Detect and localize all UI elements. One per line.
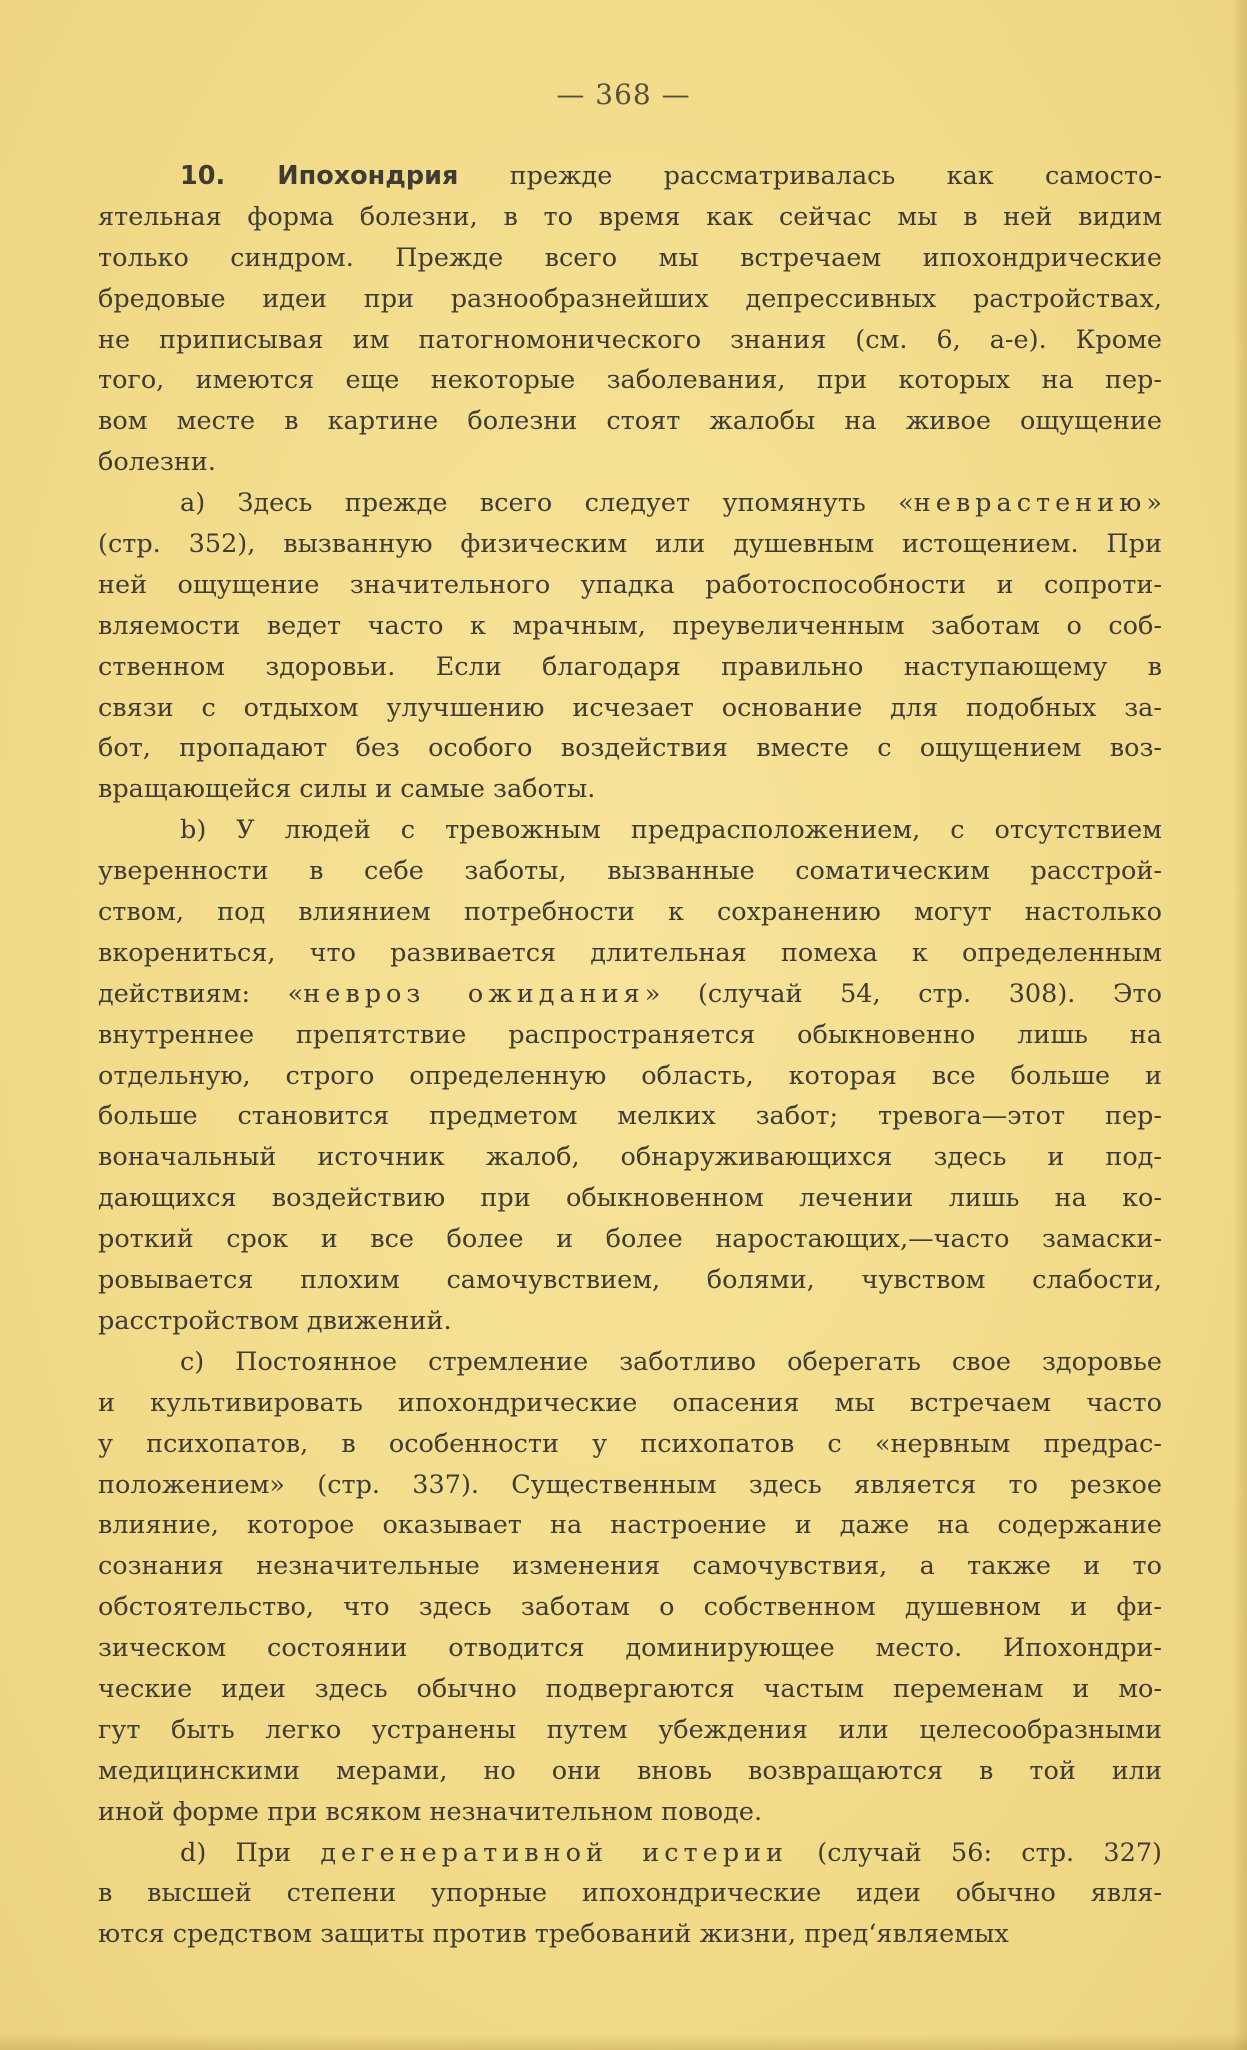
text-segment: того, имеются еще некоторые заболевания, при которых на пер-	[98, 365, 1162, 396]
text-segment: ством, под влиянием потребности к сохранению могут настолько	[98, 897, 1162, 928]
text-segment: дающихся воздействию при обыкновенном лечении лишь на ко-	[98, 1183, 1162, 1214]
text-line	[98, 1260, 1162, 1301]
text-line	[98, 238, 1162, 279]
text-line	[98, 1015, 1162, 1056]
text-segment: уверенности в себе заботы, вызванные соматическим расстрой-	[98, 856, 1162, 887]
text-line	[98, 360, 1162, 401]
text-segment: отдельную, строго определенную область, которая все больше и	[98, 1060, 1162, 1091]
paragraph	[98, 156, 1162, 483]
text-line	[98, 606, 1162, 647]
text-line	[98, 279, 1162, 320]
text-line	[98, 728, 1162, 769]
text-segment: расстройством движений.	[98, 1305, 452, 1336]
text-line	[98, 1792, 1162, 1833]
text-line	[98, 933, 1162, 974]
text-line	[98, 1873, 1162, 1914]
text-line	[98, 688, 1162, 729]
text-line	[98, 892, 1162, 933]
text-segment: зическом состоянии отводится доминирующее место. Ипохондри-	[98, 1633, 1162, 1664]
emphasized-term: дегенеративной истерии	[320, 1837, 789, 1868]
emphasized-term: невроз ожидания	[303, 978, 645, 1009]
text-line	[98, 1178, 1162, 1219]
text-segment: вращающейся силы и самые заботы.	[98, 774, 596, 805]
paragraph	[98, 1833, 1162, 1956]
text-line	[98, 320, 1162, 361]
text-line	[98, 1546, 1162, 1587]
text-segment: вляемости ведет часто к мрачным, преувеличенным заботам о соб-	[98, 610, 1162, 641]
text-segment: » (случай 54, стр. 308). Это	[644, 978, 1163, 1009]
page-number: — 368 —	[556, 78, 691, 111]
page-edge-shadow-bottom	[0, 2034, 1247, 2050]
text-line	[98, 483, 1162, 524]
page-edge-shadow-right	[1233, 0, 1247, 2050]
text-segment: связи с отдыхом улучшению исчезает основание для подобных за-	[98, 692, 1162, 723]
text-line	[98, 1096, 1162, 1137]
text-segment: бредовые идеи при разнообразнейших депрессивных растройствах,	[98, 283, 1162, 314]
text-line	[98, 524, 1162, 565]
text-line	[98, 974, 1162, 1015]
emphasized-term: неврастению	[913, 488, 1147, 519]
text-segment: только синдром. Прежде всего мы встречаем ипохондрические	[98, 242, 1162, 273]
text-line	[98, 401, 1162, 442]
text-line	[98, 647, 1162, 688]
text-segment: влияние, которое оказывает на настроение и даже на содержание	[98, 1510, 1162, 1541]
text-line	[98, 1383, 1162, 1424]
text-segment: с) Постоянное стремление заботливо оберегать свое здоровье	[180, 1346, 1162, 1377]
text-segment: не приписывая им патогномонического знания (см. 6, а-е). Кроме	[98, 324, 1162, 355]
text-segment: »	[1146, 488, 1162, 519]
text-segment: и культивировать ипохондрические опасения мы встречаем часто	[98, 1387, 1162, 1418]
text-line	[98, 1751, 1162, 1792]
text-line	[98, 1587, 1162, 1628]
text-segment: d) При	[180, 1837, 321, 1868]
text-segment: болезни.	[98, 447, 216, 478]
text-line	[98, 851, 1162, 892]
text-segment: бот, пропадают без особого воздействия вместе с ощущением воз-	[98, 733, 1162, 764]
text-segment: ней ощущение значительного упадка работоспособности и сопроти-	[98, 569, 1162, 600]
text-segment: воначальный источник жалоб, обнаруживающихся здесь и под-	[98, 1142, 1162, 1173]
text-line	[98, 1137, 1162, 1178]
text-line	[98, 1505, 1162, 1546]
text-segment: прежде рассматривалась как самосто-	[458, 161, 1162, 191]
text-segment: у психопатов, в особенности у психопатов с «нервным предрас-	[98, 1428, 1162, 1459]
text-line	[98, 1710, 1162, 1751]
text-line	[98, 1628, 1162, 1669]
text-segment: а) Здесь прежде всего следует упомянуть «	[180, 488, 914, 519]
text-line	[98, 810, 1162, 851]
text-line	[98, 1914, 1162, 1955]
text-line	[98, 1219, 1162, 1260]
text-line	[98, 1465, 1162, 1506]
text-segment: иной форме при всяком незначительном поводе.	[98, 1796, 763, 1827]
text-segment: (случай 56: стр. 327)	[788, 1837, 1162, 1868]
text-segment: гут быть легко устранены путем убеждения или целесообразными	[98, 1714, 1162, 1745]
text-segment: больше становится предметом мелких забот; тревога—этот пер-	[98, 1101, 1162, 1132]
text-segment: ются средством защиты против требований жизни, пред‘являемых	[98, 1919, 1009, 1950]
text-segment: (стр. 352), вызванную физическим или душевным истощением. При	[98, 529, 1162, 560]
text-segment: ственном здоровьи. Если благодаря правильно наступающему в	[98, 651, 1162, 682]
text-line	[98, 197, 1162, 238]
text-segment: ятельная форма болезни, в то время как сейчас мы в ней видим	[98, 201, 1162, 232]
text-segment: ческие идеи здесь обычно подвергаются частым переменам и мо-	[98, 1673, 1162, 1704]
section-heading: 10. Ипохондрия	[180, 161, 459, 191]
text-segment: b) У людей с тревожным предрасположением, с отсутствием	[180, 815, 1162, 846]
text-segment: медицинскими мерами, но они вновь возвращаются в той или	[98, 1755, 1162, 1786]
text-line	[98, 156, 1162, 197]
text-line	[98, 1342, 1162, 1383]
paragraph	[98, 1342, 1162, 1833]
text-line	[98, 1424, 1162, 1465]
text-segment: вкорениться, что развивается длительная помеха к определенным	[98, 937, 1162, 968]
text-segment: в высшей степени упорные ипохондрические идеи обычно явля-	[98, 1878, 1162, 1909]
text-segment: ровывается плохим самочувствием, болями, чувством слабости,	[98, 1265, 1162, 1296]
text-line	[98, 1301, 1162, 1342]
text-line	[98, 565, 1162, 606]
text-segment: положением» (стр. 337). Существенным здесь является то резкое	[98, 1469, 1162, 1500]
text-segment: внутреннее препятствие распространяется обыкновенно лишь на	[98, 1019, 1162, 1050]
text-segment: сознания незначительные изменения самочувствия, а также и то	[98, 1551, 1162, 1582]
text-line	[98, 1056, 1162, 1097]
text-segment: роткий срок и все более и более наростающих,—часто замаски-	[98, 1224, 1162, 1255]
paragraph	[98, 810, 1162, 1342]
text-line	[98, 769, 1162, 810]
text-line	[98, 442, 1162, 483]
text-segment: вом месте в картине болезни стоят жалобы на живое ощущение	[98, 406, 1162, 437]
paragraph	[98, 483, 1162, 810]
body-text	[98, 156, 1162, 1955]
text-segment: действиям: «	[98, 978, 304, 1009]
text-line	[98, 1669, 1162, 1710]
text-segment: обстоятельство, что здесь заботам о собственном душевном и фи-	[98, 1592, 1162, 1623]
text-line	[98, 1833, 1162, 1874]
